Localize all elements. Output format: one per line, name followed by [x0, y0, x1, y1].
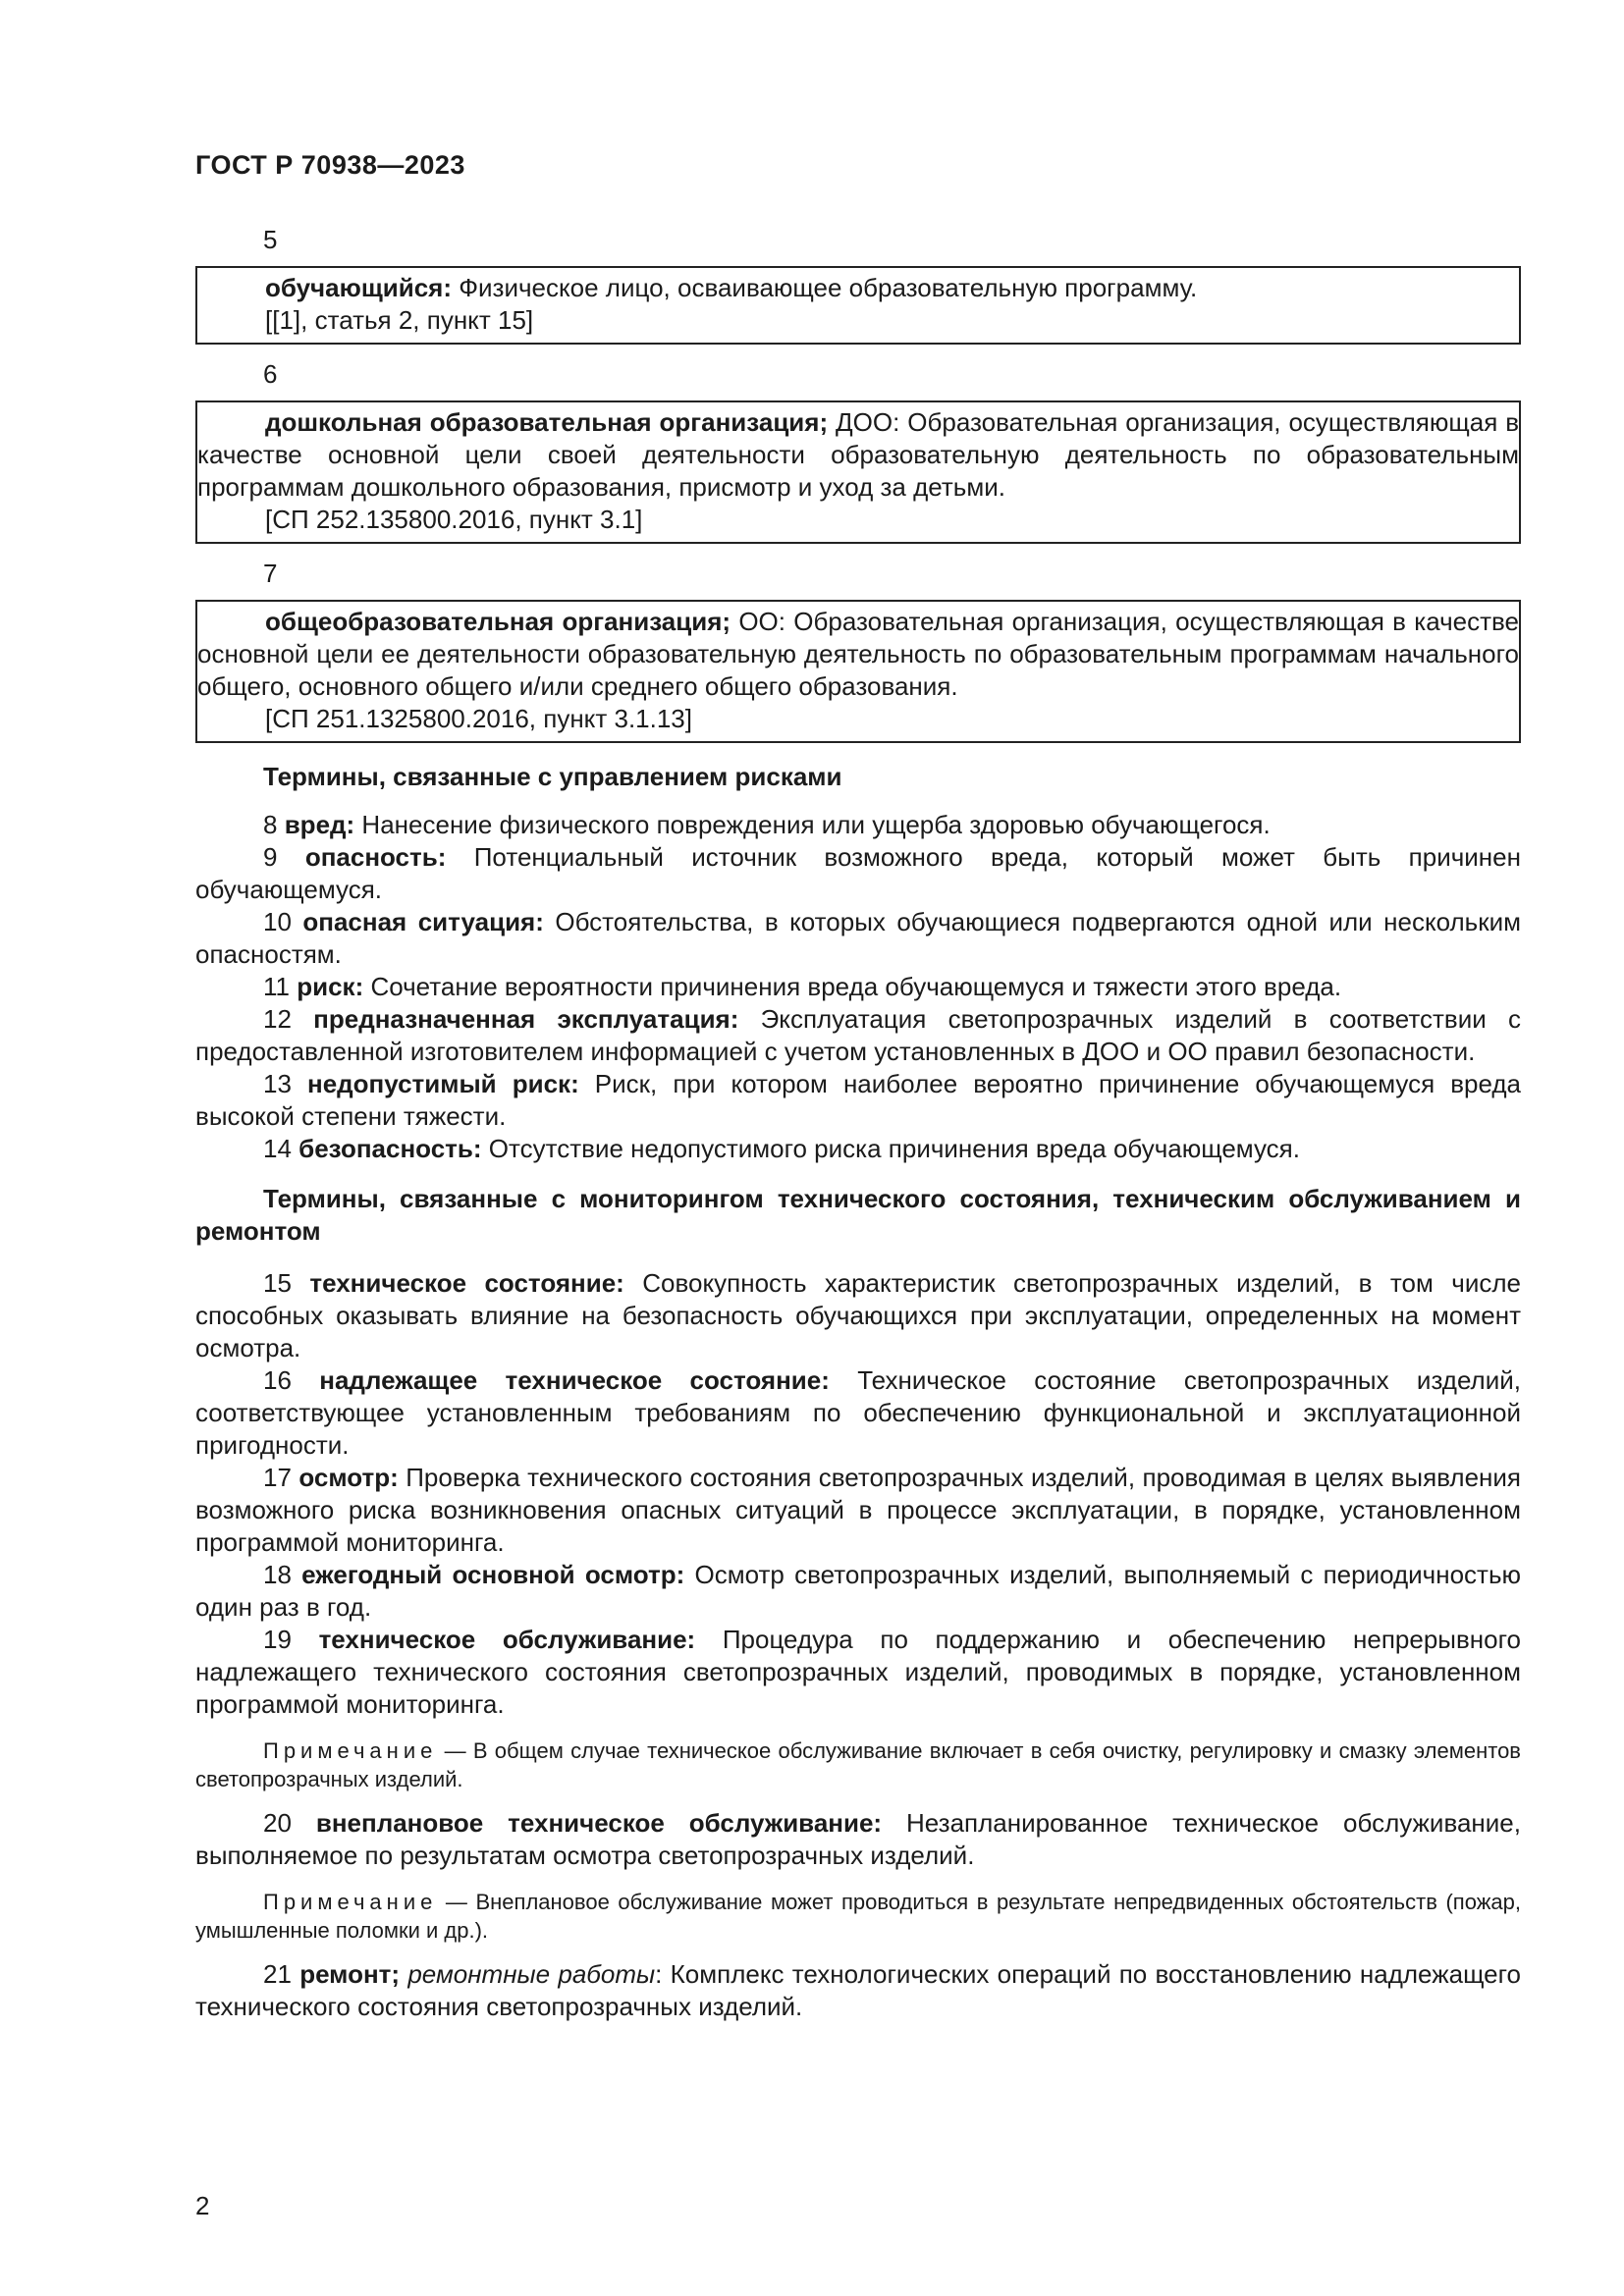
term-name-20: внеплановое техническое обслуживание: [315, 1808, 883, 1838]
term-source-7: [СП 251.1325800.2016, пункт 3.1.13] [265, 704, 692, 733]
term-12: 12 предназначенная эксплуатация: Эксплуатация светопрозрачных изделий в соответствии с предоставленной изготовителем информацией с учетом установленных в ДОО и ОО правил безопасности. [195, 1004, 1521, 1066]
term-name-8: вред: [284, 810, 355, 839]
document-body [195, 224, 1521, 2023]
term-name-17: осмотр: [298, 1463, 399, 1492]
term-17: 17 осмотр: Проверка технического состояния светопрозрачных изделий, проводимая в целях выявления возможного риска возникновения опасных ситуаций в процессе эксплуатации, в порядке, установленном программой мониторинга. [195, 1463, 1521, 1557]
section-title-maintenance: Термины, связанные с мониторингом технического состояния, техническим обслуживанием и ремонтом [195, 1184, 1521, 1246]
term-21: 21 ремонт; ремонтные работы: Комплекс технологических операций по восстановлению надлежащего технического состояния светопрозрачных изделий. [195, 1959, 1522, 2021]
term-name-9: опасность: [304, 842, 447, 872]
term-15: 15 техническое состояние: Совокупность характеристик светопрозрачных изделий, в том числе способных оказывать влияние на безопасность обучающихся при эксплуатации, определенных на момент осмотра. [195, 1268, 1521, 1362]
term-13: 13 недопустимый риск: Риск, при котором наиболее вероятно причинение обучающемуся вреда высокой степени тяжести. [195, 1069, 1522, 1131]
term-source-6: [СП 252.135800.2016, пункт 3.1] [265, 505, 643, 534]
note-2: Примечание — Внеплановое обслуживание может проводиться в результате непредвиденных обстоятельств (пожар, умышленные поломки и др.). [195, 1890, 1521, 1943]
term-10: 10 опасная ситуация: Обстоятельства, в которых обучающиеся подвергаются одной или нескольким опасностям. [195, 907, 1521, 969]
term-name-5: обучающийся: [265, 273, 453, 302]
term-19: 19 техническое обслуживание: Процедура по поддержанию и обеспечению непрерывного надлежащего технического состояния светопрозрачных изделий, проводимых в порядке, установленном программой мониторинга. [195, 1625, 1521, 1719]
document-code-header: ГОСТ Р 70938—2023 [195, 150, 465, 180]
term-9: 9 опасность: Потенциальный источник возможного вреда, который может быть причинен обучающемуся. [195, 842, 1521, 904]
term-14: 14 безопасность: Отсутствие недопустимого риска причинения вреда обучающемуся. [263, 1134, 1300, 1163]
term-name-14: безопасность: [298, 1134, 482, 1163]
term-number-7: 7 [263, 559, 278, 588]
term-8: 8 вред: Нанесение физического повреждения или ущерба здоровью обучающегося. [263, 810, 1271, 839]
term-name-15: техническое состояние: [309, 1268, 624, 1298]
term-name-6: дошкольная образовательная организация; [265, 407, 829, 437]
term-name-21: ремонт; [299, 1959, 401, 1989]
note-label-2: Примечание [263, 1890, 438, 1914]
section-title-risk: Термины, связанные с управлением рисками [263, 762, 842, 791]
term-text-5: Физическое лицо, осваивающее образовательную программу. [452, 273, 1198, 302]
term-16: 16 надлежащее техническое состояние: Техническое состояние светопрозрачных изделий, соответствующее установленным требованиям по обеспечению функциональной и эксплуатационной пригодности. [195, 1365, 1521, 1460]
term-box-6 [195, 400, 1521, 544]
term-text-7: ОО: Образовательная организация, осуществляющая в качестве основной цели ее деятельности образовательную деятельность по образовательным программам начального общего, основного общего и/или среднего общего образования. [197, 607, 1519, 701]
term-11: 11 риск: Сочетание вероятности причинения вреда обучающемуся и тяжести этого вреда. [263, 972, 1342, 1001]
term-number-6: 6 [263, 359, 278, 389]
term-name-7: общеобразовательная организация; [265, 607, 731, 636]
note-1: Примечание — В общем случае техническое обслуживание включает в себя очистку, регулировку и смазку элементов светопрозрачных изделий. [195, 1738, 1521, 1791]
term-name-13: недопустимый риск: [307, 1069, 579, 1098]
term-definition-5 [197, 272, 1519, 304]
page-number: 2 [195, 2191, 210, 2220]
term-box-7 [195, 600, 1521, 743]
term-alt-21: ремонтные работы [407, 1959, 656, 1989]
term-name-19: техническое обслуживание: [318, 1625, 696, 1654]
term-name-11: риск: [297, 972, 364, 1001]
term-source-5: [[1], статья 2, пункт 15] [265, 305, 534, 335]
term-definition-7 [197, 606, 1519, 703]
term-definition-6 [197, 406, 1519, 504]
term-text-6: ДОО: Образовательная организация, осуществляющая в качестве основной цели своей деятельности образовательную деятельность по образовательным программам дошкольного образования, присмотр и уход за детьми. [197, 407, 1520, 502]
term-number-5: 5 [263, 225, 278, 254]
term-name-18: ежегодный основной осмотр: [301, 1560, 685, 1589]
term-20: 20 внеплановое техническое обслуживание: Незапланированное техническое обслуживание, выполняемое по результатам осмотра светопрозрачных изделий. [195, 1808, 1521, 1870]
note-label-1: Примечание [263, 1738, 438, 1763]
term-box-5 [195, 266, 1521, 345]
term-name-10: опасная ситуация: [302, 907, 544, 936]
term-18: 18 ежегодный основной осмотр: Осмотр светопрозрачных изделий, выполняемый с периодичностью один раз в год. [195, 1560, 1521, 1622]
term-name-16: надлежащее техническое состояние: [319, 1365, 830, 1395]
term-name-12: предназначенная эксплуатация: [313, 1004, 739, 1034]
